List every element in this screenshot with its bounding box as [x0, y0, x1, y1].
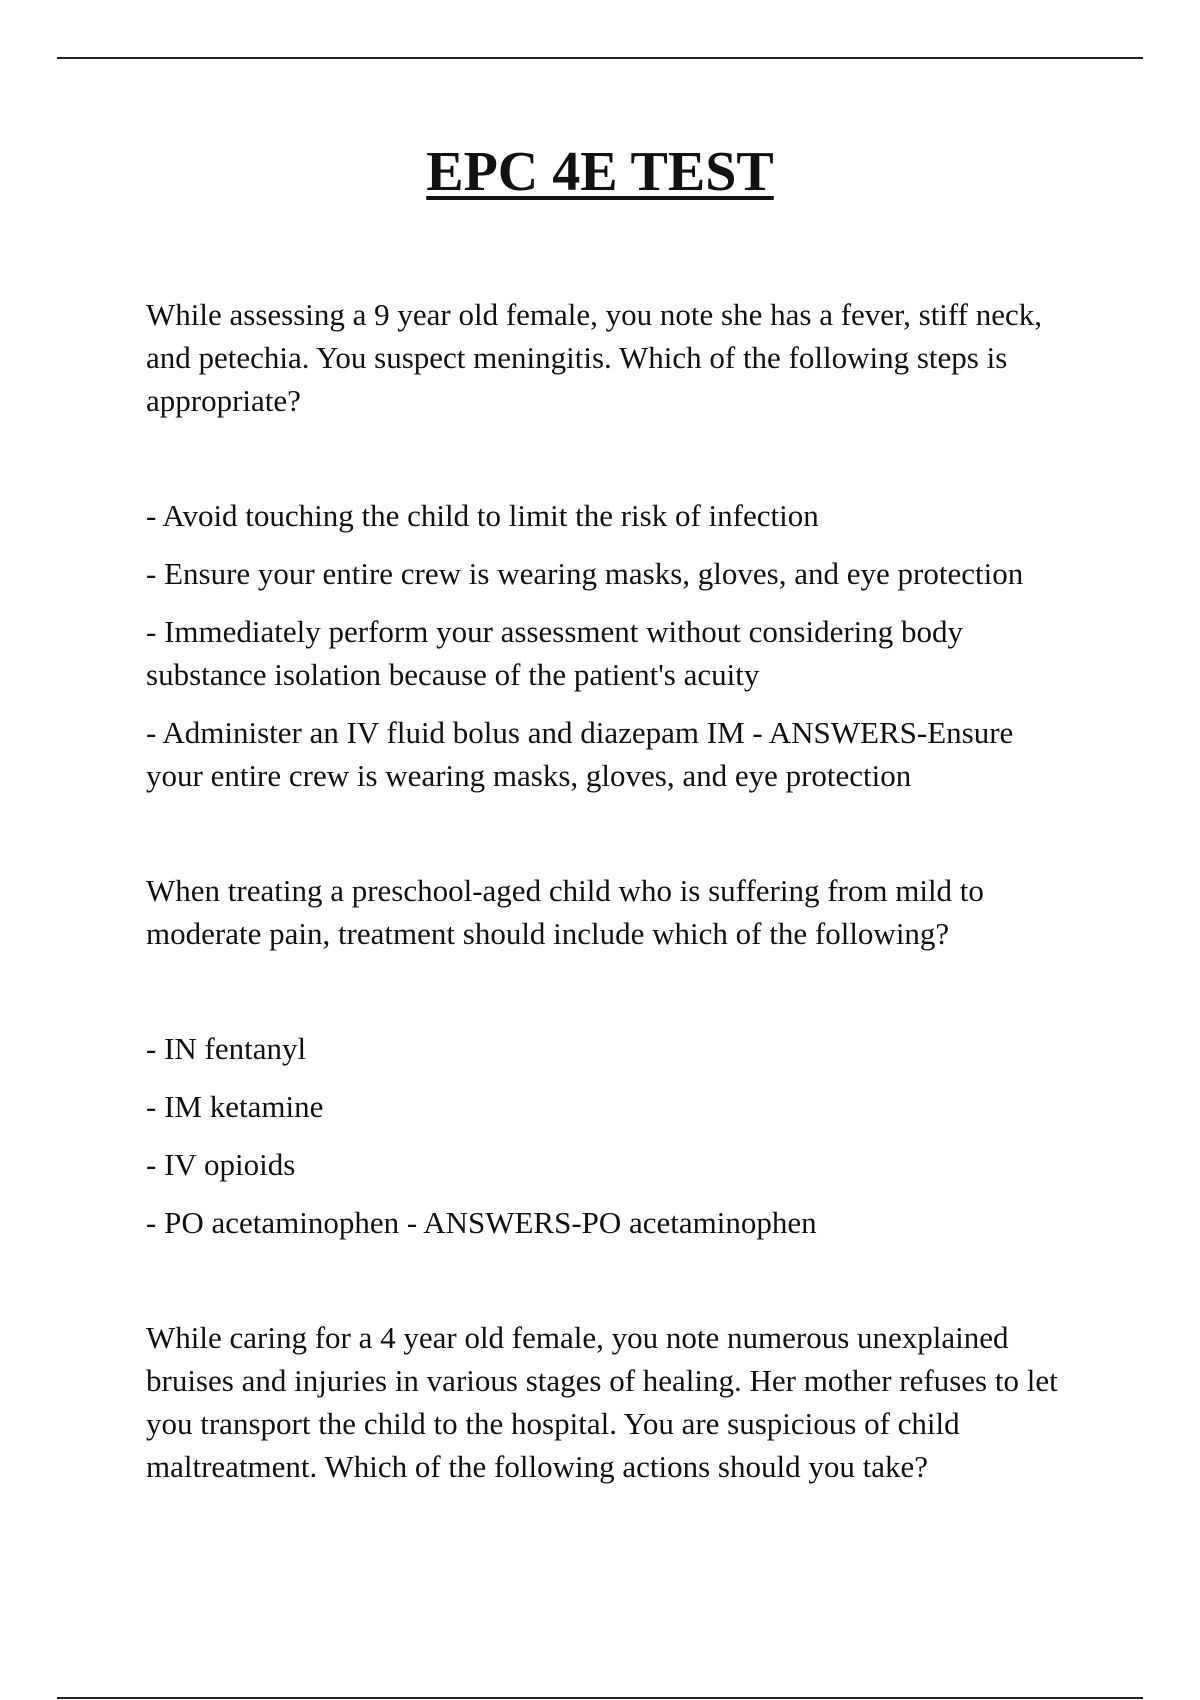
- question-text: While caring for a 4 year old female, you note numerous unexplained bruises and injuries in various stages of healing. Her mother refuses to let you transport the child to the hospital. You are suspicious of child maltreatment. Which of the following actions should you take?: [146, 1320, 1058, 1484]
- bottom-rule: [57, 1697, 1143, 1699]
- option-item: - IM ketamine: [146, 1089, 324, 1124]
- option-item: - IV opioids: [146, 1147, 296, 1182]
- top-rule: [57, 57, 1143, 59]
- page-title-text: EPC 4E TEST: [426, 141, 774, 203]
- option-list: [146, 1027, 1071, 1244]
- question-list: [146, 293, 1071, 1488]
- question-block-3: [146, 1316, 1071, 1488]
- option-item: - Administer an IV fluid bolus and diazepam IM - ANSWERS-Ensure your entire crew is wearing masks, gloves, and eye protection: [146, 715, 1014, 793]
- option-item: - Avoid touching the child to limit the risk of infection: [146, 498, 819, 533]
- question-block-1: [146, 293, 1071, 797]
- option-item: - IN fentanyl: [146, 1031, 307, 1066]
- option-item: - PO acetaminophen - ANSWERS-PO acetaminophen: [146, 1205, 817, 1240]
- question-text: While assessing a 9 year old female, you note she has a fever, stiff neck, and petechia. You suspect meningitis. Which of the following steps is appropriate?: [146, 297, 1043, 418]
- question-text: When treating a preschool-aged child who is suffering from mild to moderate pain, treatment should include which of the following?: [146, 873, 984, 951]
- option-item: - Ensure your entire crew is wearing masks, gloves, and eye protection: [146, 556, 1024, 591]
- page-title: [0, 143, 1200, 202]
- option-item: - Immediately perform your assessment without considering body substance isolation because of the patient's acuity: [146, 614, 964, 692]
- question-block-2: [146, 869, 1071, 1244]
- option-list: [146, 494, 1071, 797]
